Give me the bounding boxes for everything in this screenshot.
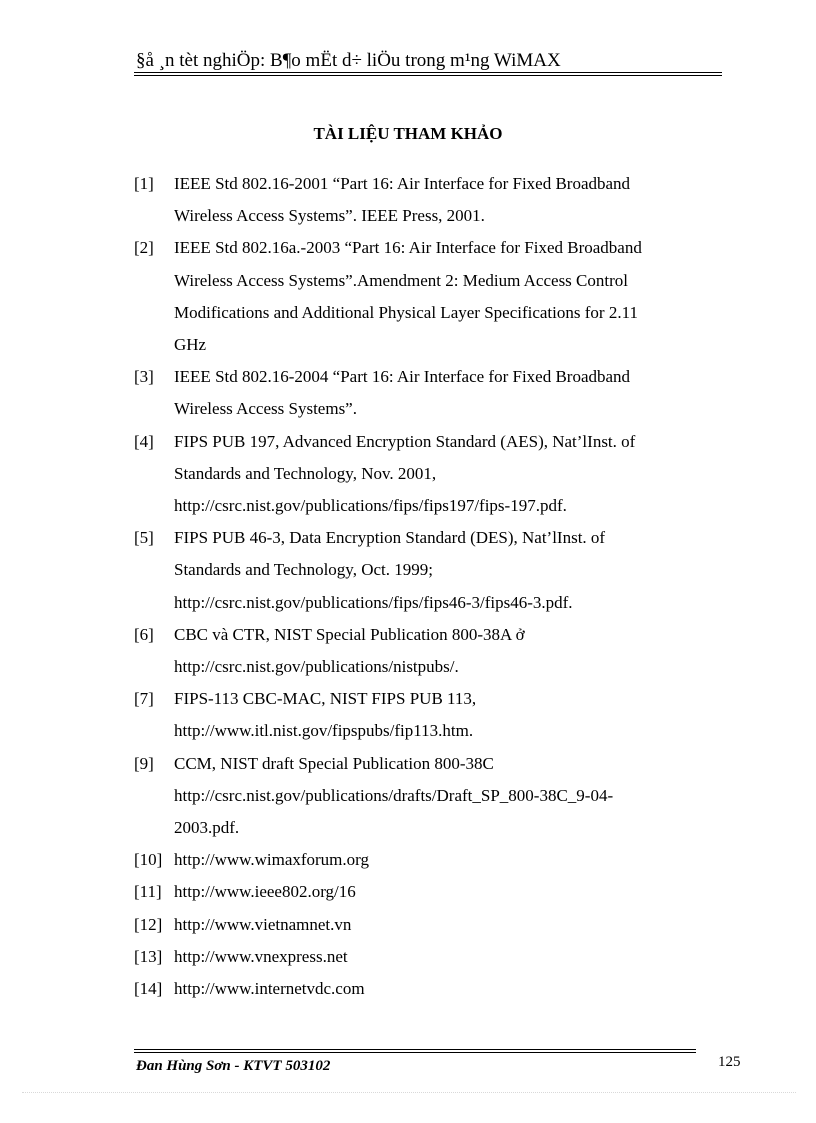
reference-item (134, 361, 724, 425)
reference-text (174, 748, 724, 845)
reference-number: [14] (134, 979, 163, 999)
reference-number: [13] (134, 946, 163, 966)
reference-list (134, 168, 724, 1005)
footer-rule-bottom (134, 1052, 696, 1053)
reference-line: Wireless Access Systems”. (174, 399, 357, 419)
reference-item (134, 876, 724, 908)
reference-text (174, 909, 724, 941)
reference-line: http://www.wimaxforum.org (174, 850, 370, 870)
reference-line: http://www.vietnamnet.vn (174, 914, 352, 934)
reference-item (134, 522, 724, 619)
reference-line: http://www.vnexpress.net (174, 946, 348, 966)
reference-line: http://csrc.nist.gov/publications/drafts/Draft_SP_800-38C_9-04- (174, 785, 614, 805)
reference-line: http://csrc.nist.gov/publications/fips/fips197/fips-197.pdf. (174, 496, 567, 516)
reference-line: Standards and Technology, Nov. 2001, (174, 463, 437, 483)
reference-item (134, 426, 724, 523)
reference-line: http://csrc.nist.gov/publications/nistpubs/. (174, 657, 459, 677)
reference-line: Wireless Access Systems”. IEEE Press, 2001. (174, 206, 485, 226)
reference-line: http://csrc.nist.gov/publications/fips/fips46-3/fips46-3.pdf. (174, 592, 573, 612)
reference-number: [6] (134, 624, 154, 644)
page-edge (22, 1092, 796, 1093)
reference-item (134, 619, 724, 683)
reference-line: Modifications and Additional Physical Layer Specifications for 2.11 (174, 302, 638, 322)
reference-line: FIPS PUB 46-3, Data Encryption Standard (DES), Nat’lInst. of (174, 528, 606, 548)
reference-text (174, 361, 724, 425)
reference-text (174, 619, 724, 683)
reference-text (174, 844, 724, 876)
reference-text (174, 522, 724, 619)
reference-number: [10] (134, 850, 163, 870)
footer-rule-top (134, 1049, 696, 1050)
reference-line: Standards and Technology, Oct. 1999; (174, 560, 433, 580)
reference-line: GHz (174, 335, 207, 355)
reference-number: [7] (134, 689, 154, 709)
reference-text (174, 426, 724, 523)
reference-number: [11] (134, 882, 162, 902)
footer-author: Đan Hùng Sơn - KTVT 503102 (136, 1058, 331, 1074)
reference-number: [9] (134, 753, 154, 773)
reference-number: [5] (134, 528, 154, 548)
reference-text (174, 232, 724, 361)
reference-number: [1] (134, 174, 154, 193)
reference-item (134, 168, 724, 232)
reference-line: IEEE Std 802.16-2001 “Part 16: Air Interface for Fixed Broadband (174, 174, 631, 193)
reference-line: CCM, NIST draft Special Publication 800-38C (174, 753, 494, 773)
page-number: 125 (718, 1054, 741, 1070)
reference-line: FIPS-113 CBC-MAC, NIST FIPS PUB 113, (174, 689, 477, 709)
reference-line: 2003.pdf. (174, 818, 240, 838)
reference-item (134, 748, 724, 845)
reference-text (174, 683, 724, 747)
reference-number: [12] (134, 914, 163, 934)
running-header: §å ¸n tèt nghiÖp: B¶o mËt d÷ liÖu trong m¹ng WiMAX (136, 50, 561, 71)
reference-number: [4] (134, 431, 154, 451)
reference-item (134, 909, 724, 941)
reference-item (134, 683, 724, 747)
reference-line: http://www.itl.nist.gov/fipspubs/fip113.htm. (174, 721, 474, 741)
reference-line: IEEE Std 802.16-2004 “Part 16: Air Interface for Fixed Broadband (174, 367, 631, 387)
reference-line: http://www.internetvdc.com (174, 979, 365, 999)
reference-line: IEEE Std 802.16a.-2003 “Part 16: Air Interface for Fixed Broadband (174, 238, 642, 258)
reference-item (134, 844, 724, 876)
reference-line: http://www.ieee802.org/16 (174, 882, 356, 902)
reference-item (134, 973, 724, 1005)
header-rule-top (134, 72, 722, 73)
reference-line: FIPS PUB 197, Advanced Encryption Standard (AES), Nat’lInst. of (174, 431, 636, 451)
reference-text (174, 941, 724, 973)
reference-line: CBC và CTR, NIST Special Publication 800-38A ở (174, 624, 525, 644)
reference-text (174, 973, 724, 1005)
reference-item (134, 941, 724, 973)
reference-text (174, 168, 724, 232)
header-rule-bottom (134, 75, 722, 76)
reference-item (134, 232, 724, 361)
section-title: TÀI LIỆU THAM KHẢO (313, 124, 503, 143)
reference-number: [2] (134, 238, 154, 258)
reference-number: [3] (134, 367, 154, 387)
reference-text (174, 876, 724, 908)
reference-line: Wireless Access Systems”.Amendment 2: Medium Access Control (174, 270, 628, 290)
